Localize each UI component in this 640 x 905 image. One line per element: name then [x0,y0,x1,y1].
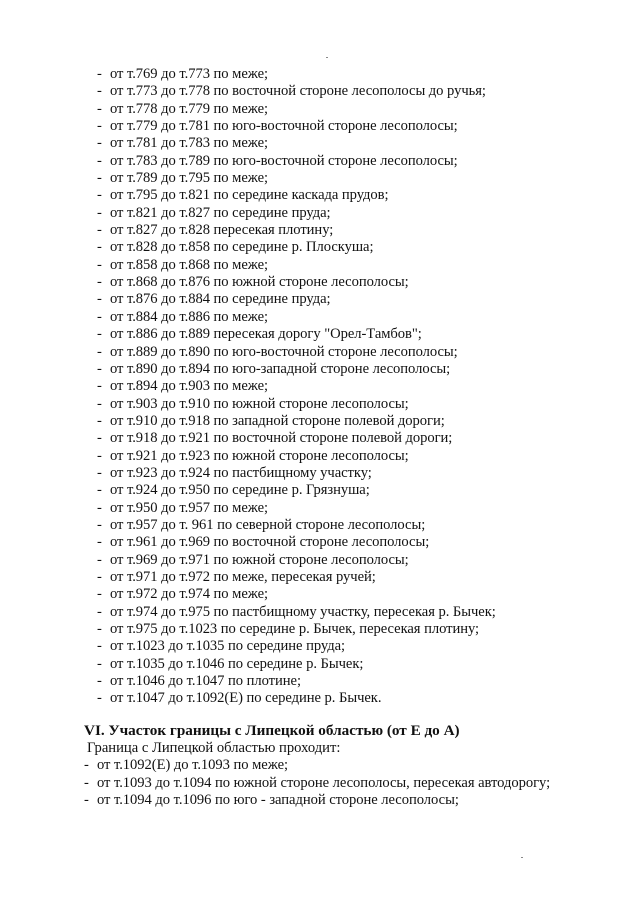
list-dash: - [97,66,102,82]
list-dash: - [97,343,102,360]
list-item [97,552,496,569]
list-item [97,83,496,100]
list-item [84,757,550,774]
list-item-text: от т.1092(Е) до т.1093 по меже; [97,757,289,774]
list-dash: - [97,135,102,152]
scan-speck [326,57,328,58]
list-item-text: от т.886 до т.889 пересекая дорогу "Орел-Тамбов"; [110,326,422,343]
list-dash: - [84,774,89,791]
list-dash: - [97,170,102,187]
list-item-text: от т.921 до т.923 по южной стороне лесополосы; [110,447,409,464]
section-vi [84,722,550,809]
list-item-text: от т.975 до т.1023 по середине р. Бычек, пересекая плотину; [110,621,480,637]
list-dash: - [97,447,102,464]
list-dash: - [97,499,102,516]
list-item-text: от т.923 до т.924 по пастбищному участку; [110,464,372,481]
list-item-text: от т.961 до т.969 по восточной стороне лесополосы; [110,534,430,551]
list-item [97,101,496,118]
list-item-text: от т.971 до т.972 по меже, пересекая ручей; [110,568,376,585]
list-item [97,239,496,256]
list-item [97,309,496,326]
list-dash: - [97,603,102,620]
list-item [97,257,496,274]
list-dash: - [97,673,102,690]
list-dash: - [84,757,89,774]
list-item-text: от т.1047 до т.1092(Е) по середине р. Бычек. [110,690,382,707]
list-item [97,222,496,239]
list-item [97,638,496,655]
list-item-text: от т.781 до т.783 по меже; [110,135,269,152]
list-item-text: от т.779 до т.781 по юго-восточной стороне лесополосы; [110,118,458,135]
list-item-text: от т.1035 до т.1046 по середине р. Бычек; [110,655,364,672]
list-item-text: от т.890 до т.894 по юго-западной стороне лесополосы; [110,360,451,377]
list-item [97,586,496,603]
list-dash: - [97,222,102,239]
list-item [97,274,496,291]
list-item-text: от т.1023 до т.1035 по середине пруда; [110,638,346,655]
list-item [97,378,496,395]
list-item [97,569,496,586]
list-item-text: от т.910 до т.918 по западной стороне полевой дороги; [110,412,445,429]
list-item-text: от т.957 до т. 961 по северной стороне лесополосы; [110,516,426,533]
list-dash: - [97,586,102,603]
list-item [97,621,496,638]
list-dash: - [97,118,102,135]
list-item-text: от т.783 до т.789 по юго-восточной стороне лесополосы; [110,152,458,169]
list-dash: - [97,395,102,412]
list-dash: - [97,239,102,256]
list-item-text: от т.868 до т.876 по южной стороне лесополосы; [110,274,409,291]
list-item-text: от т.827 до т.828 пересекая плотину; [110,222,334,239]
list-item [97,396,496,413]
list-item-text: от т.918 до т.921 по восточной стороне полевой дороги; [110,430,453,447]
list-item-text: от т.1046 до т.1047 по плотине; [110,673,301,690]
list-item-text: от т.889 до т.890 по юго-восточной стороне лесополосы; [110,343,458,360]
list-item [97,118,496,135]
list-item [97,656,496,673]
list-item [97,534,496,551]
list-item-text: от т.894 до т.903 по меже; [110,378,269,395]
list-item [97,413,496,430]
list-dash: - [97,326,102,343]
list-dash: - [97,412,102,429]
list-dash: - [97,83,102,100]
list-item [97,465,496,482]
list-dash: - [97,516,102,533]
list-dash: - [84,792,89,809]
scan-speck [521,857,523,858]
list-dash: - [97,378,102,395]
list-dash: - [97,152,102,169]
list-item-text: от т.876 до т.884 по середине пруда; [110,291,331,308]
list-item [97,604,496,621]
list-dash: - [97,464,102,481]
list-item-text: от т.821 до т.827 по середине пруда; [110,204,331,221]
list-item [97,500,496,517]
list-item [97,170,496,187]
list-item-text: от т.969 до т.971 по южной стороне лесополосы; [110,551,409,568]
list-dash: - [97,430,102,447]
list-item-text: от т.858 до т.868 по меже; [110,256,269,273]
list-dash: - [97,187,102,204]
list-item-text: от т.903 до т.910 по южной стороне лесополосы; [110,395,409,412]
list-item [97,326,496,343]
boundary-list [97,66,496,708]
list-dash: - [97,551,102,568]
list-item-text: от т.828 до т.858 по середине р. Плоскуша; [110,239,374,256]
list-dash: - [97,360,102,377]
list-dash: - [97,308,102,325]
list-item [84,792,550,809]
list-item-text: от т.778 до т.779 по меже; [110,100,269,117]
list-item-text: от т.924 до т.950 по середине р. Грязнуша; [110,482,370,499]
list-dash: - [97,655,102,672]
list-item-text: от т.884 до т.886 по меже; [110,308,269,325]
section-heading: VI. Участок границы с Липецкой областью (от Е до А) [84,722,460,739]
list-item-text: от т.773 до т.778 по восточной стороне лесополосы до ручья; [110,83,486,100]
list-item-text: от т.1093 до т.1094 по южной стороне лесополосы, пересекая автодорогу; [97,774,551,791]
list-item [97,690,496,707]
list-item-text: от т.789 до т.795 по меже; [110,170,269,187]
list-item-text: от т.769 до т.773 по меже; [110,66,269,82]
list-item [97,673,496,690]
list-dash: - [97,291,102,308]
section-list [84,757,550,809]
list-item [97,344,496,361]
list-item-text: от т.950 до т.957 по меже; [110,499,269,516]
list-item-text: от т.795 до т.821 по середине каскада прудов; [110,187,389,204]
list-dash: - [97,568,102,585]
list-item [97,361,496,378]
list-item [97,205,496,222]
list-item-text: от т.1094 до т.1096 по юго - западной стороне лесополосы; [97,792,459,809]
list-dash: - [97,534,102,551]
list-dash: - [97,690,102,707]
list-item [97,448,496,465]
list-item-text: от т.972 до т.974 по меже; [110,586,269,603]
list-dash: - [97,638,102,655]
list-dash: - [97,274,102,291]
list-dash: - [97,204,102,221]
list-dash: - [97,256,102,273]
section-intro: Граница с Липецкой областью проходит: [87,740,341,756]
list-item [97,482,496,499]
list-dash: - [97,621,102,637]
list-item [97,135,496,152]
list-dash: - [97,100,102,117]
list-item [97,66,496,83]
list-dash: - [97,482,102,499]
list-item [84,775,550,792]
list-item [97,517,496,534]
list-item [97,153,496,170]
list-item [97,430,496,447]
list-item [97,291,496,308]
list-item-text: от т.974 до т.975 по пастбищному участку, пересекая р. Бычек; [110,603,496,620]
list-item [97,187,496,204]
